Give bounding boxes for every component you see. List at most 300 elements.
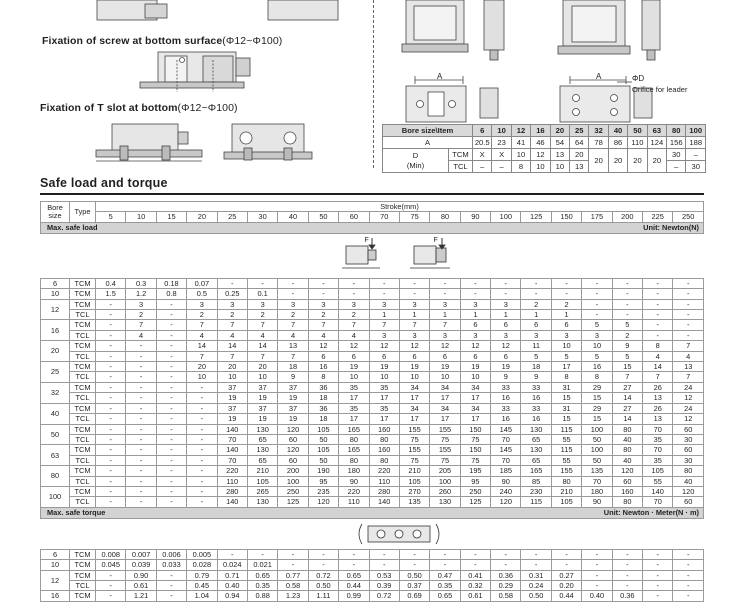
torque-value-cell: - (612, 549, 642, 559)
load-value-cell: 0.4 (96, 278, 126, 288)
load-value-cell: 9 (491, 372, 521, 382)
load-value-cell: 1 (460, 310, 490, 320)
load-value-cell: 33 (491, 382, 521, 392)
load-value-cell: - (187, 434, 217, 444)
type-cell: TCM (70, 278, 96, 288)
load-value-cell: 3 (187, 299, 217, 309)
load-value-cell: 7 (126, 320, 156, 330)
torque-value-cell: 0.31 (521, 570, 551, 580)
stroke-col-header: 10 (126, 212, 156, 222)
bore-header-row (383, 125, 706, 137)
torque-value-cell: 0.90 (126, 570, 156, 580)
torque-value-cell: 0.53 (369, 570, 399, 580)
load-value-cell: 135 (399, 497, 429, 507)
load-value-cell: 30 (673, 455, 704, 465)
torque-value-cell: - (369, 549, 399, 559)
bore-size-cell: 50 (41, 424, 70, 445)
torque-value-cell: - (399, 549, 429, 559)
load-value-cell: 6 (521, 320, 551, 330)
stroke-col-header: 150 (551, 212, 581, 222)
bore-size-cell: 16 (41, 591, 70, 601)
load-value-cell: - (126, 445, 156, 455)
load-value-cell: - (551, 289, 581, 299)
torque-value-cell: 0.58 (491, 591, 521, 601)
load-table-body (41, 202, 704, 602)
load-value-cell: 20 (187, 362, 217, 372)
load-value-cell: 155 (399, 445, 429, 455)
load-value-cell: - (278, 278, 308, 288)
type-cell: TCM (70, 424, 96, 434)
torque-value-cell: 0.40 (582, 591, 612, 601)
load-value-cell: - (643, 330, 673, 340)
torque-diagram-row (41, 518, 704, 549)
bore-col-header: 40 (608, 125, 627, 137)
load-value-cell: 80 (673, 466, 704, 476)
load-value-cell: - (187, 414, 217, 424)
torque-value-cell: 0.65 (430, 591, 460, 601)
load-value-cell: 155 (430, 424, 460, 434)
load-value-cell: 155 (399, 424, 429, 434)
load-value-cell: 17 (551, 362, 581, 372)
torque-value-cell: 0.77 (278, 570, 308, 580)
load-value-cell: - (96, 299, 126, 309)
load-value-cell: 3 (430, 330, 460, 340)
load-value-cell: 19 (491, 362, 521, 372)
load-value-cell: - (156, 466, 186, 476)
load-value-cell: - (126, 393, 156, 403)
load-value-cell: 280 (369, 486, 399, 496)
load-value-cell: 4 (673, 351, 704, 361)
load-value-cell: 36 (308, 382, 338, 392)
screw-fixation-caption: Fixation of screw at bottom surface(Φ12~Φ100) (42, 35, 283, 47)
load-value-cell: 75 (399, 455, 429, 465)
table-row (41, 580, 704, 590)
load-header-row (41, 202, 704, 212)
load-value-cell: 4 (187, 330, 217, 340)
torque-value-cell: 0.35 (430, 580, 460, 590)
load-value-cell: - (187, 466, 217, 476)
load-value-cell: 150 (460, 445, 490, 455)
load-value-cell: 35 (369, 403, 399, 413)
table-row (41, 424, 704, 434)
load-value-cell: 34 (430, 403, 460, 413)
load-value-cell: 4 (247, 330, 277, 340)
load-value-cell: - (521, 289, 551, 299)
load-value-cell: 220 (339, 486, 369, 496)
load-value-cell: 17 (339, 414, 369, 424)
max-safe-load-band-row (41, 222, 704, 233)
type-cell: TCM (70, 289, 96, 299)
load-value-cell: - (308, 289, 338, 299)
load-value-cell: - (551, 278, 581, 288)
load-value-cell: 7 (339, 320, 369, 330)
load-value-cell: - (96, 445, 126, 455)
load-value-cell: 0.18 (156, 278, 186, 288)
load-value-cell: 110 (217, 476, 247, 486)
load-value-cell: - (96, 330, 126, 340)
load-value-cell: 26 (643, 403, 673, 413)
table-row (41, 320, 704, 330)
torque-value-cell: 0.27 (551, 570, 581, 580)
load-value-cell: 6 (491, 320, 521, 330)
load-value-cell: 12 (430, 341, 460, 351)
type-cell: TCM (70, 560, 96, 570)
load-value-cell: 5 (582, 351, 612, 361)
load-value-cell: 1 (369, 310, 399, 320)
load-value-cell: - (430, 278, 460, 288)
load-value-cell: - (187, 382, 217, 392)
torque-value-cell: 0.71 (217, 570, 247, 580)
load-value-cell: - (126, 497, 156, 507)
load-value-cell: 5 (582, 320, 612, 330)
load-value-cell: 160 (369, 424, 399, 434)
load-value-cell: 75 (399, 434, 429, 444)
table-row (41, 570, 704, 580)
load-value-cell: - (156, 393, 186, 403)
load-value-cell: - (369, 289, 399, 299)
row-d-label (383, 149, 449, 173)
load-value-cell: 7 (673, 372, 704, 382)
load-value-cell: 7 (399, 320, 429, 330)
load-value-cell: - (217, 278, 247, 288)
table-row (41, 372, 704, 382)
d-tcl-cell: 30 (686, 161, 706, 173)
load-value-cell: 50 (308, 434, 338, 444)
type-cell: TCM (70, 403, 96, 413)
torque-value-cell: 0.65 (247, 570, 277, 580)
torque-value-cell: - (673, 591, 704, 601)
row-a-cell: 20.5 (473, 137, 492, 149)
orifice-label: Orifice for leader (632, 85, 688, 94)
load-value-cell: - (126, 414, 156, 424)
load-value-cell: - (521, 278, 551, 288)
load-value-cell: 34 (430, 382, 460, 392)
bore-col-header: 16 (531, 125, 550, 137)
torque-value-cell: 0.033 (156, 560, 186, 570)
load-value-cell: 80 (551, 476, 581, 486)
load-value-cell: 17 (399, 393, 429, 403)
min-label: (Min) (406, 160, 425, 170)
load-value-cell: - (156, 382, 186, 392)
bore-size-cell: 6 (41, 278, 70, 288)
type-cell: TCM (70, 591, 96, 601)
bore-col-header: 20 (550, 125, 569, 137)
load-value-cell: 8 (582, 372, 612, 382)
table-row (41, 278, 704, 288)
torque-value-cell: - (430, 549, 460, 559)
load-value-cell: 19 (278, 414, 308, 424)
torque-value-cell: - (582, 570, 612, 580)
load-value-cell: 14 (643, 362, 673, 372)
load-value-cell: 29 (582, 403, 612, 413)
force-label: F (364, 236, 369, 244)
load-value-cell: 8 (551, 372, 581, 382)
load-value-cell: 13 (643, 414, 673, 424)
load-value-cell: - (673, 278, 704, 288)
type-cell: TCM (70, 299, 96, 309)
dimension-a-label-2: A (596, 72, 602, 81)
stroke-col-header: 225 (643, 212, 673, 222)
load-value-cell: 7 (308, 320, 338, 330)
load-value-cell: - (430, 289, 460, 299)
load-value-cell: - (96, 403, 126, 413)
top-right-cylinder-drawings (380, 0, 750, 125)
load-value-cell: - (96, 393, 126, 403)
table-row (41, 445, 704, 455)
load-value-cell: 90 (582, 497, 612, 507)
torque-value-cell: - (551, 560, 581, 570)
load-value-cell: 185 (491, 466, 521, 476)
load-value-cell: 7 (643, 372, 673, 382)
load-value-cell: 265 (247, 486, 277, 496)
load-value-cell: 34 (460, 382, 490, 392)
load-value-cell: 9 (612, 341, 642, 351)
load-value-cell: 15 (551, 414, 581, 424)
load-value-cell: - (187, 403, 217, 413)
torque-value-cell: - (339, 549, 369, 559)
bore-col-header: 10 (492, 125, 511, 137)
load-value-cell: 80 (612, 497, 642, 507)
load-value-cell: 14 (217, 341, 247, 351)
load-value-cell: 3 (247, 299, 277, 309)
load-value-cell: 260 (430, 486, 460, 496)
load-value-cell: 7 (217, 320, 247, 330)
load-value-cell: - (96, 362, 126, 372)
load-value-cell: 16 (491, 414, 521, 424)
torque-value-cell: 0.47 (430, 570, 460, 580)
bore-col-header: 25 (570, 125, 589, 137)
d-tcm-cell: X (492, 149, 511, 161)
table-row (41, 299, 704, 309)
load-value-cell: - (308, 278, 338, 288)
torque-value-cell: - (278, 560, 308, 570)
dimension-a-label-1: A (437, 72, 443, 81)
load-value-cell: 50 (582, 455, 612, 465)
bore-size-cell: 100 (41, 486, 70, 507)
bore-size-cell: 40 (41, 403, 70, 424)
load-value-cell: - (460, 278, 490, 288)
load-value-cell: 250 (278, 486, 308, 496)
load-value-cell: 220 (217, 466, 247, 476)
load-value-cell: 19 (460, 362, 490, 372)
bore-col-header: 63 (647, 125, 666, 137)
stroke-col-header: 5 (96, 212, 126, 222)
torque-value-cell: - (156, 570, 186, 580)
load-value-cell: 125 (278, 497, 308, 507)
torque-value-cell: 0.58 (278, 580, 308, 590)
load-value-cell: 12 (673, 414, 704, 424)
table-row (41, 486, 704, 496)
load-value-cell: - (96, 351, 126, 361)
load-value-cell: 120 (278, 424, 308, 434)
load-value-cell: 75 (430, 434, 460, 444)
load-value-cell: 0.8 (156, 289, 186, 299)
load-value-cell: 31 (551, 403, 581, 413)
type-cell: TCL (70, 393, 96, 403)
load-value-cell: - (187, 486, 217, 496)
load-value-cell: - (96, 486, 126, 496)
load-value-cell: 19 (247, 414, 277, 424)
load-value-cell: 12 (308, 341, 338, 351)
bore-size-cell: 10 (41, 289, 70, 299)
torque-value-cell: - (369, 560, 399, 570)
load-value-cell: 2 (551, 299, 581, 309)
load-value-cell: 165 (521, 466, 551, 476)
load-value-cell: 2 (217, 310, 247, 320)
load-value-cell: 5 (521, 351, 551, 361)
load-value-cell: 4 (308, 330, 338, 340)
force-label: F (433, 236, 438, 244)
load-value-cell: 17 (430, 414, 460, 424)
load-value-cell: - (582, 310, 612, 320)
load-value-cell: 37 (278, 403, 308, 413)
load-value-cell: 80 (339, 434, 369, 444)
max-safe-torque-band (41, 507, 704, 518)
torque-value-cell: - (339, 560, 369, 570)
load-value-cell: 80 (369, 455, 399, 465)
load-value-cell: 0.25 (217, 289, 247, 299)
load-value-cell: - (673, 320, 704, 330)
load-value-cell: 19 (278, 393, 308, 403)
load-value-cell: - (156, 330, 186, 340)
load-value-cell: 195 (460, 466, 490, 476)
load-value-cell: 13 (673, 362, 704, 372)
torque-value-cell: - (673, 570, 704, 580)
load-value-cell: 12 (491, 341, 521, 351)
load-value-cell: 37 (217, 403, 247, 413)
load-value-cell: 33 (521, 403, 551, 413)
type-cell: TCM (70, 320, 96, 330)
load-value-cell: 29 (582, 382, 612, 392)
load-value-cell: 14 (612, 393, 642, 403)
load-value-cell: 155 (430, 445, 460, 455)
torque-value-cell: - (643, 570, 673, 580)
bore-col-header: 50 (628, 125, 647, 137)
load-value-cell: 105 (399, 476, 429, 486)
load-value-cell: 16 (308, 362, 338, 372)
load-value-cell: 1.5 (96, 289, 126, 299)
load-value-cell: 17 (399, 414, 429, 424)
type-cell: TCM (70, 445, 96, 455)
torque-value-cell: - (399, 560, 429, 570)
load-value-cell: 2 (278, 310, 308, 320)
torque-value-cell: 0.29 (491, 580, 521, 590)
load-value-cell: 55 (551, 455, 581, 465)
load-value-cell: - (156, 341, 186, 351)
load-value-cell: 1 (491, 310, 521, 320)
d-tcm-cell: X (473, 149, 492, 161)
max-safe-load-band-unit: Unit: Newton(N) (643, 223, 699, 233)
load-value-cell: 130 (247, 497, 277, 507)
load-value-cell: 70 (491, 455, 521, 465)
type-cell: TCL (70, 414, 96, 424)
load-value-cell: 130 (247, 424, 277, 434)
tcm-label: TCM (449, 149, 473, 161)
load-value-cell: 19 (247, 393, 277, 403)
table-row (41, 289, 704, 299)
load-value-cell: 1 (399, 310, 429, 320)
load-value-cell: 15 (612, 362, 642, 372)
load-value-cell: 140 (217, 497, 247, 507)
bore-item-header: Bore size\Item (383, 125, 473, 137)
load-value-cell: - (96, 414, 126, 424)
load-value-cell: 3 (217, 299, 247, 309)
load-value-cell: - (156, 403, 186, 413)
torque-value-cell: 0.94 (217, 591, 247, 601)
load-value-cell: 7 (217, 351, 247, 361)
torque-value-cell: - (612, 570, 642, 580)
load-value-cell: - (96, 424, 126, 434)
load-value-cell: 18 (308, 414, 338, 424)
load-value-cell: - (399, 278, 429, 288)
load-value-cell: 70 (217, 455, 247, 465)
load-value-cell: 6 (308, 351, 338, 361)
d-merged-cell: 20 (628, 149, 647, 173)
load-value-cell: 210 (247, 466, 277, 476)
column-divider (373, 0, 374, 168)
tslot-fixation-caption: Fixation of T slot at bottom(Φ12~Φ100) (40, 102, 238, 114)
load-value-cell: 1 (551, 310, 581, 320)
load-value-cell: 65 (247, 434, 277, 444)
load-value-cell: 10 (551, 341, 581, 351)
load-value-cell: 95 (460, 476, 490, 486)
load-value-cell: 40 (612, 455, 642, 465)
load-value-cell: 110 (339, 497, 369, 507)
load-value-cell: - (339, 289, 369, 299)
load-value-cell: - (187, 393, 217, 403)
torque-value-cell: - (551, 549, 581, 559)
torque-diagram-icon (354, 520, 444, 548)
load-value-cell: 65 (247, 455, 277, 465)
load-value-cell: 3 (369, 299, 399, 309)
torque-value-cell: 0.37 (399, 580, 429, 590)
load-value-cell: 18 (308, 393, 338, 403)
load-value-cell: 0.5 (187, 289, 217, 299)
load-value-cell: - (96, 476, 126, 486)
torque-value-cell: 0.50 (521, 591, 551, 601)
load-value-cell: 70 (643, 497, 673, 507)
torque-value-cell: 0.021 (247, 560, 277, 570)
load-value-cell: 65 (521, 434, 551, 444)
torque-value-cell: - (96, 591, 126, 601)
load-value-cell: - (126, 424, 156, 434)
torque-value-cell: 0.99 (339, 591, 369, 601)
load-value-cell: 1 (430, 310, 460, 320)
bore-col-header: 6 (473, 125, 492, 137)
bore-size-cell: 80 (41, 466, 70, 487)
load-value-cell: 2 (126, 310, 156, 320)
load-value-cell: 100 (582, 445, 612, 455)
load-value-cell: 80 (339, 455, 369, 465)
stroke-col-header: 50 (308, 212, 338, 222)
load-value-cell: 7 (187, 320, 217, 330)
torque-value-cell: 0.72 (308, 570, 338, 580)
bore-col-header: 12 (511, 125, 530, 137)
d-tcl-cell: 13 (570, 161, 589, 173)
torque-value-cell: 0.88 (247, 591, 277, 601)
torque-value-cell: - (460, 560, 490, 570)
row-a-cell: 23 (492, 137, 511, 149)
bore-size-cell: 16 (41, 320, 70, 341)
load-value-cell: 16 (521, 414, 551, 424)
load-value-cell: 10 (339, 372, 369, 382)
load-value-cell: - (96, 320, 126, 330)
load-value-cell: 27 (612, 382, 642, 392)
bore-col-header: 32 (589, 125, 608, 137)
load-value-cell: 140 (217, 445, 247, 455)
torque-value-cell: 0.41 (460, 570, 490, 580)
load-value-cell: - (96, 455, 126, 465)
